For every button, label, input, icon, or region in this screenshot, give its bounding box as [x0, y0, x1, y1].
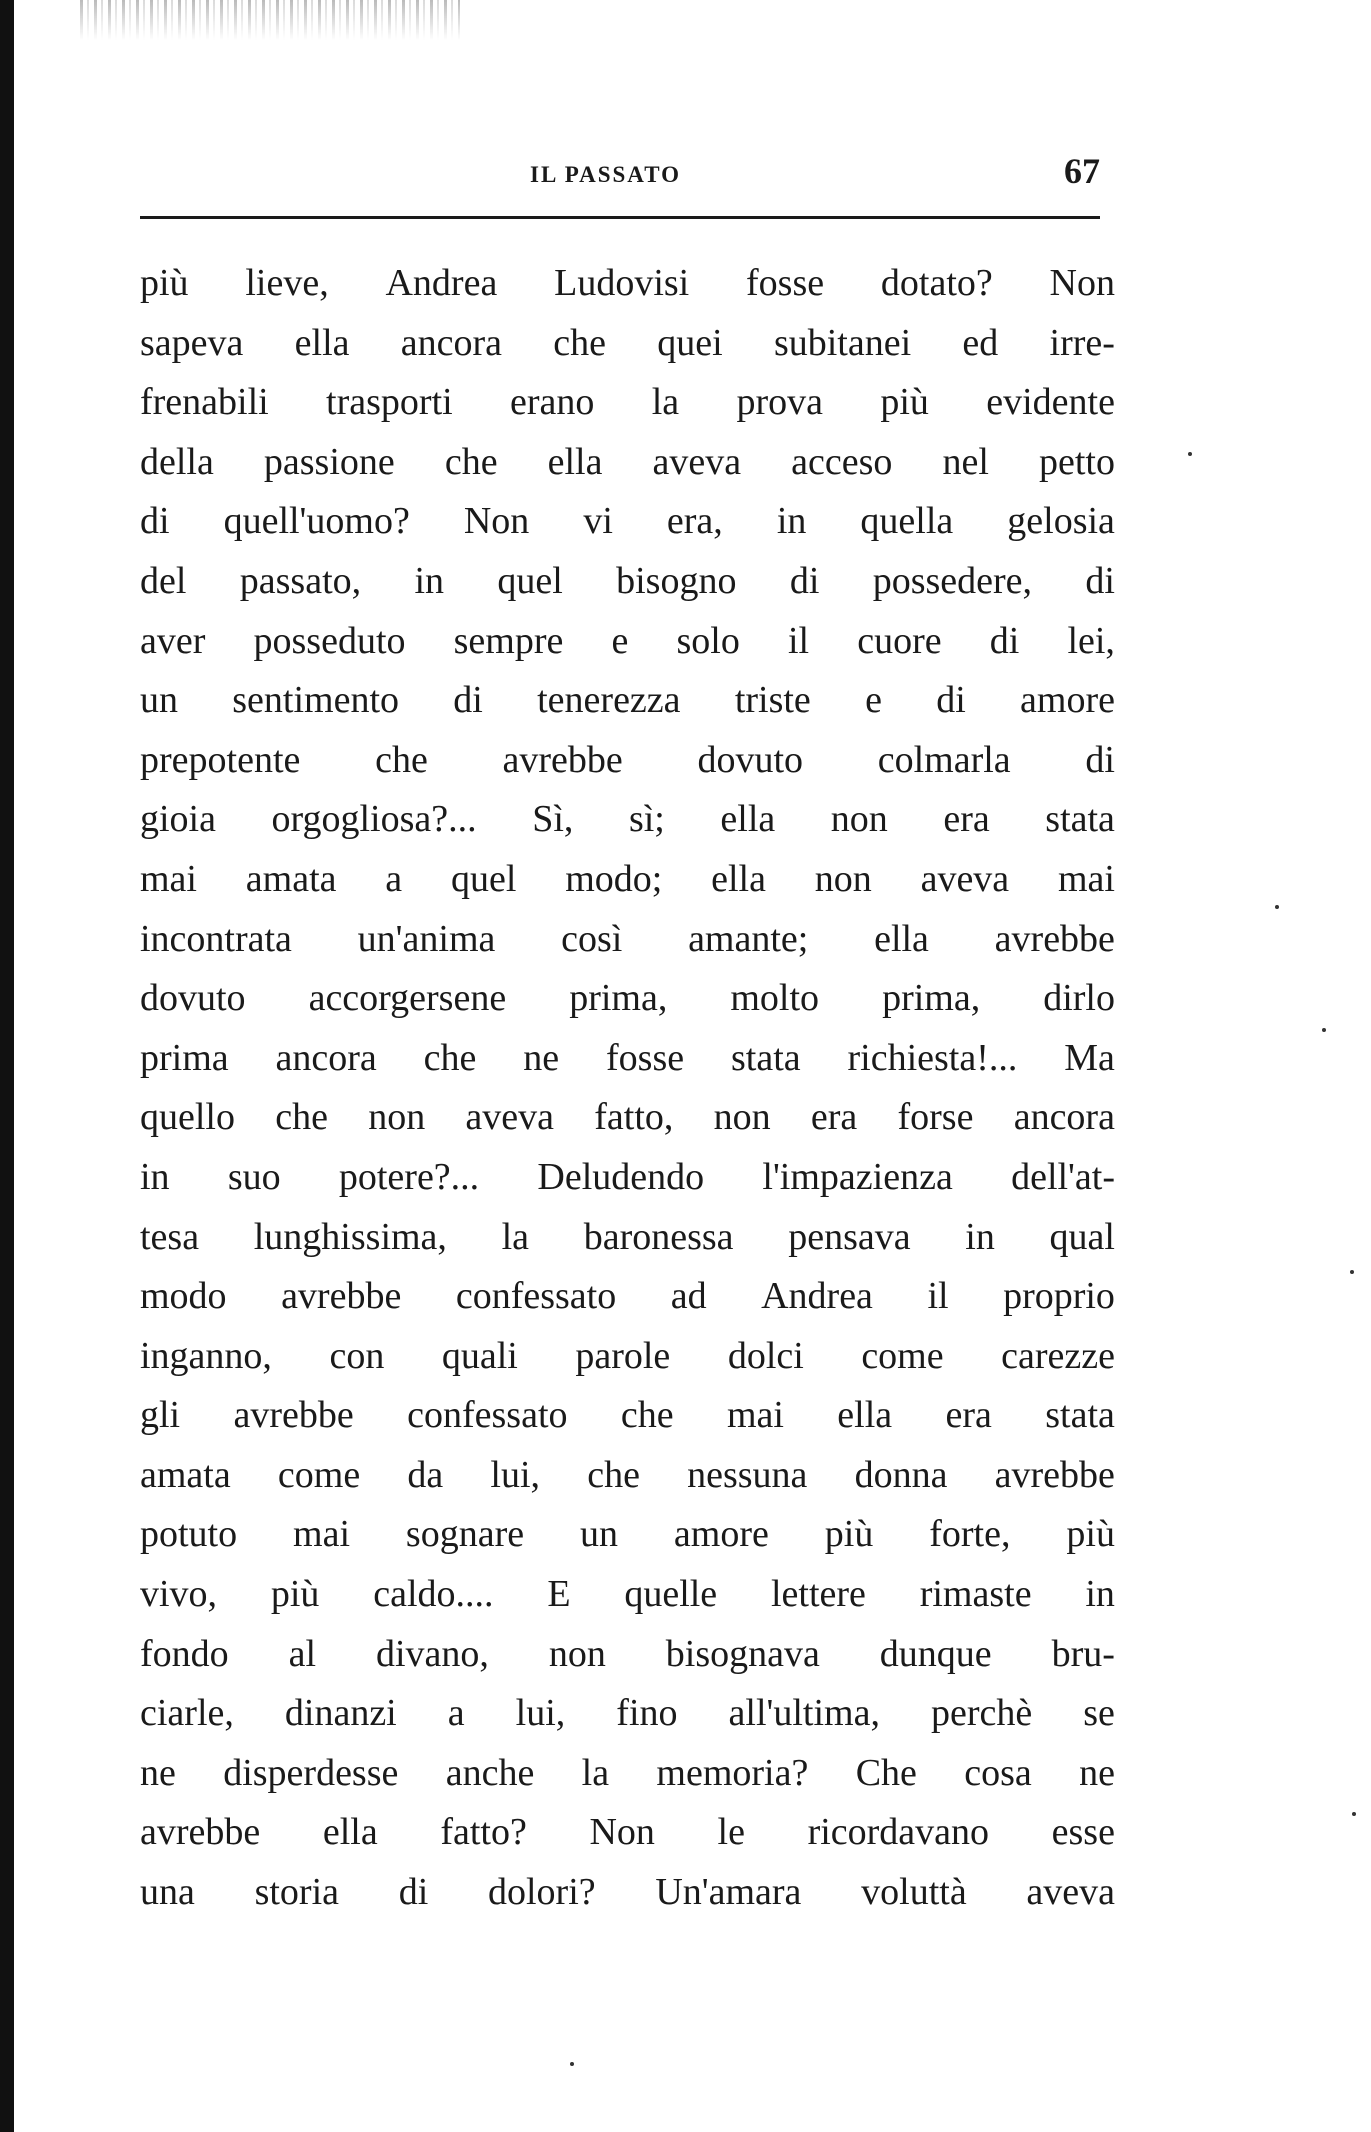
- dust-speck: [1188, 452, 1192, 456]
- binding-edge: [0, 0, 14, 2132]
- text-line: del passato, in quel bisogno di possedere, di: [140, 559, 1115, 602]
- text-line: dovuto accorgersene prima, molto prima, dirlo: [140, 977, 1115, 1020]
- text-line: tesa lunghissima, la baronessa pensava in qual: [140, 1215, 1115, 1258]
- text-line: aver posseduto sempre e solo il cuore di lei,: [140, 619, 1115, 662]
- text-line: mai amata a quel modo; ella non aveva mai: [140, 857, 1115, 900]
- text-line: gioia orgogliosa?... Sì, sì; ella non era stata: [140, 798, 1115, 841]
- text-line: in suo potere?... Deludendo l'impazienza dell'at-: [140, 1155, 1115, 1198]
- text-line: sapeva ella ancora che quei subitanei ed irre-: [140, 321, 1115, 364]
- text-line: più lieve, Andrea Ludovisi fosse dotato? Non: [140, 262, 1115, 304]
- running-head: [140, 150, 1100, 200]
- running-title: IL PASSATO: [530, 162, 682, 187]
- text-line: quello che non aveva fatto, non era forse ancora: [140, 1096, 1115, 1139]
- text-line: potuto mai sognare un amore più forte, più: [140, 1513, 1115, 1556]
- dust-speck: [570, 2062, 574, 2066]
- text-line: incontrata un'anima così amante; ella avrebbe: [140, 917, 1115, 960]
- text-line: di quell'uomo? Non vi era, in quella gelosia: [140, 500, 1115, 543]
- dust-speck: [1322, 1028, 1326, 1032]
- page-number: 67: [1064, 151, 1100, 191]
- text-line: della passione che ella aveva acceso nel petto: [140, 440, 1115, 483]
- dust-speck: [1350, 1270, 1354, 1274]
- text-line: frenabili trasporti erano la prova più evidente: [140, 381, 1115, 424]
- dust-speck: [1275, 905, 1279, 909]
- text-line: un sentimento di tenerezza triste e di amore: [140, 679, 1115, 722]
- header-rule: [140, 216, 1100, 219]
- dust-speck: [1352, 1812, 1356, 1816]
- scan-noise: [80, 0, 460, 40]
- text-line: ciarle, dinanzi a lui, fino all'ultima, perchè se: [140, 1692, 1115, 1735]
- text-line: avrebbe ella fatto? Non le ricordavano esse: [140, 1811, 1115, 1854]
- text-line: vivo, più caldo.... E quelle lettere rimaste in: [140, 1573, 1115, 1616]
- text-line: fondo al divano, non bisognava dunque bru-: [140, 1632, 1115, 1675]
- text-line: gli avrebbe confessato che mai ella era stata: [140, 1394, 1115, 1437]
- text-line: prima ancora che ne fosse stata richiesta!... Ma: [140, 1036, 1115, 1079]
- text-line: modo avrebbe confessato ad Andrea il proprio: [140, 1275, 1115, 1318]
- text-line: una storia di dolori? Un'amara voluttà aveva: [140, 1871, 1115, 1914]
- text-line: ne disperdesse anche la memoria? Che cosa ne: [140, 1751, 1115, 1794]
- text-line: amata come da lui, che nessuna donna avrebbe: [140, 1453, 1115, 1496]
- text-line: inganno, con quali parole dolci come carezze: [140, 1334, 1115, 1377]
- text-line: prepotente che avrebbe dovuto colmarla di: [140, 738, 1115, 781]
- body-text: [140, 254, 1115, 1923]
